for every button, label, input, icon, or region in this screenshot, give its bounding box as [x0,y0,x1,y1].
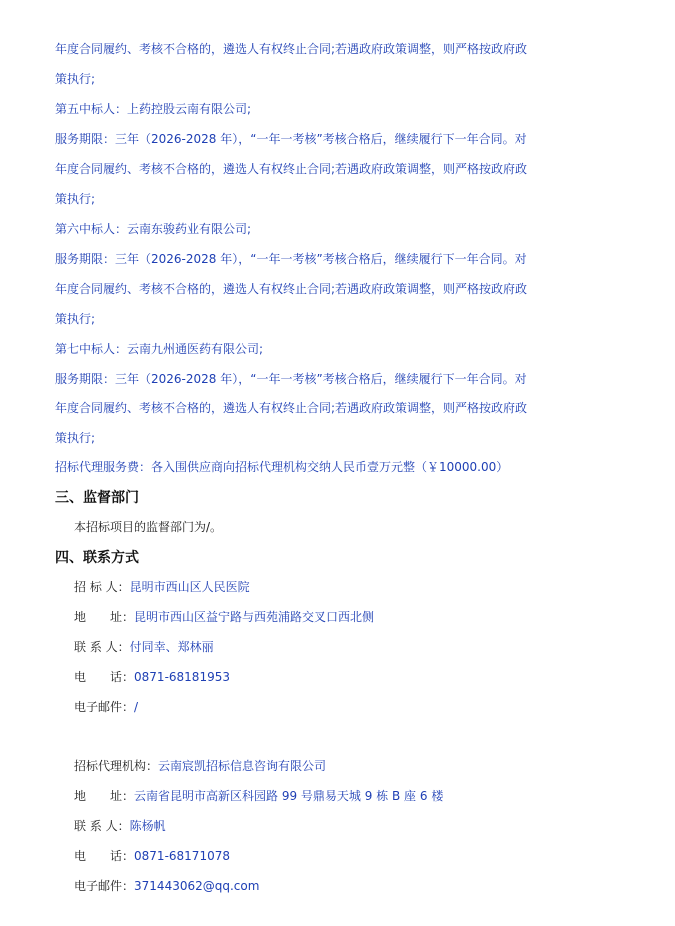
award-line-5: 年度合同履约、考核不合格的，遴选人有权终止合同;若遇政府政策调整，则严格按政府政 [55,162,528,176]
award-line-13: 年度合同履约、考核不合格的，遴选人有权终止合同;若遇政府政策调整，则严格按政府政 [55,401,528,415]
colon: ： [146,759,159,773]
agency-address-label: 地 址 [74,789,123,803]
agency-email-row [74,878,259,894]
tenderer-address-row [74,609,374,625]
award-line-10: 策执行; [55,312,96,326]
colon: ： [122,789,135,803]
tenderer-phone-label: 电 话 [74,670,123,684]
colon: ： [117,819,130,833]
section-4-heading: 四、联系方式 [55,550,139,566]
agency-address-value: 云南省昆明市高新区科园路 99 号鼎易天城 9 栋 B 座 6 楼 [134,789,444,803]
tenderer-address-value: 昆明市西山区益宁路与西苑浦路交叉口西北侧 [134,610,375,624]
award-line-1: 年度合同履约、考核不合格的，遴选人有权终止合同;若遇政府政策调整，则严格按政府政 [55,42,528,56]
award-line-11: 第七中标人：云南九州通医药有限公司; [55,342,264,356]
award-line-8: 服务期限：三年（2026-2028 年），“一年一考核”考核合格后，继续履行下一年合同。对 [55,252,527,266]
tenderer-email-row [74,699,138,715]
agency-email-label: 电子邮件 [74,879,123,893]
supervision-text: 本招标项目的监督部门为/。 [74,520,223,534]
tenderer-email-label: 电子邮件 [74,700,123,714]
award-line-12: 服务期限：三年（2026-2028 年），“一年一考核”考核合格后，继续履行下一年合同。对 [55,372,527,386]
tenderer-contact-label: 联 系 人 [74,640,118,654]
colon: ： [122,670,135,684]
tenderer-email-value: / [134,700,139,714]
agency-fee-line: 招标代理服务费：各入围供应商向招标代理机构交纳人民币壹万元整（￥10000.00） [55,460,509,474]
agency-name-value: 云南宸凯招标信息咨询有限公司 [158,759,327,773]
award-line-14: 策执行; [55,431,96,445]
award-line-4: 服务期限：三年（2026-2028 年），“一年一考核”考核合格后，继续履行下一年合同。对 [55,132,527,146]
agency-contact-row [74,818,166,834]
agency-phone-row [74,848,230,864]
tenderer-contact-value: 付同幸、郑林丽 [129,640,214,654]
award-line-9: 年度合同履约、考核不合格的，遴选人有权终止合同;若遇政府政策调整，则严格按政府政 [55,282,528,296]
section-3-heading: 三、监督部门 [55,490,139,506]
colon: ： [122,610,135,624]
agency-email-value[interactable]: 371443062@qq.com [134,879,260,893]
agency-contact-label: 联 系 人 [74,819,118,833]
tenderer-address-label: 地 址 [74,610,123,624]
colon: ： [117,580,130,594]
tenderer-name-value: 昆明市西山区人民医院 [129,580,250,594]
award-line-6: 策执行; [55,192,96,206]
agency-phone-value: 0871-68171078 [134,849,230,863]
colon: ： [122,700,135,714]
agency-name-row [74,758,326,774]
agency-phone-label: 电 话 [74,849,123,863]
tenderer-contact-row [74,639,214,655]
tenderer-phone-value: 0871-68181953 [134,670,230,684]
tenderer-phone-row [74,669,230,685]
award-line-2: 策执行; [55,72,96,86]
agency-address-row [74,788,443,804]
agency-name-label: 招标代理机构 [74,759,147,773]
award-line-3: 第五中标人：上药控股云南有限公司; [55,102,252,116]
tenderer-name-label: 招 标 人 [74,580,118,594]
colon: ： [122,879,135,893]
colon: ： [117,640,130,654]
award-line-7: 第六中标人：云南东骏药业有限公司; [55,222,252,236]
agency-contact-value: 陈杨帆 [129,819,166,833]
tenderer-name-row [74,579,250,595]
colon: ： [122,849,135,863]
